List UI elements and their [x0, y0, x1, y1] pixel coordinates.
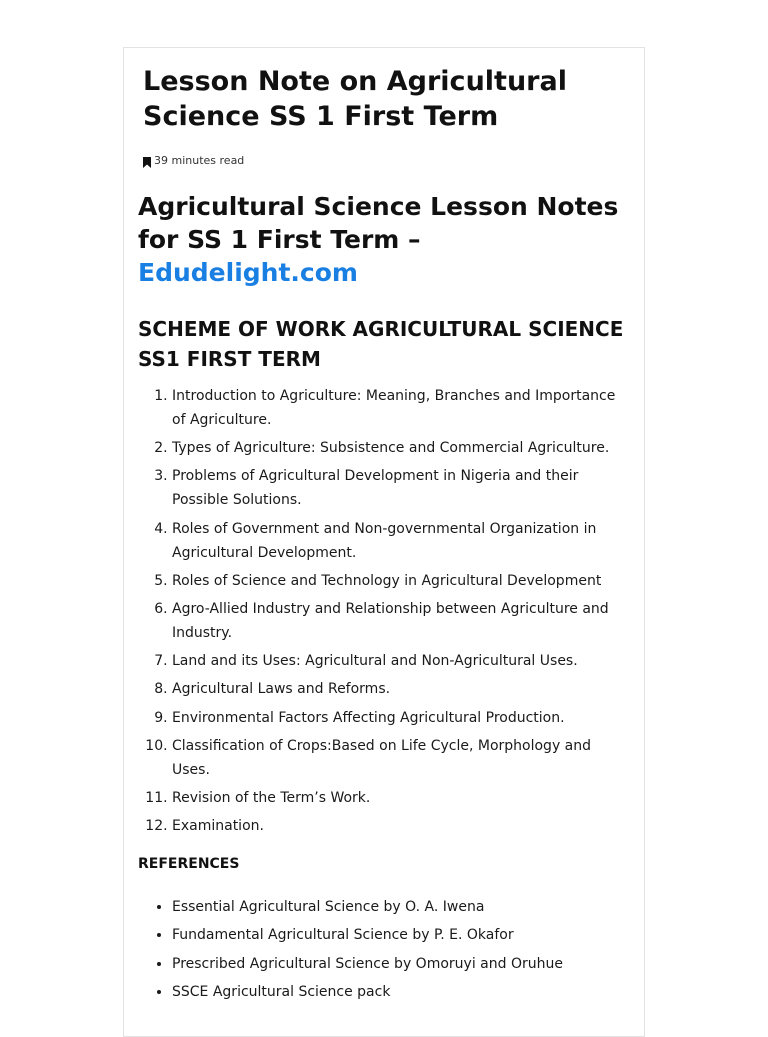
- scheme-item: 1. Introduction to Agriculture: Meaning, Branches and Importance of Agriculture.: [172, 384, 633, 432]
- read-time: 39 minutes read: [154, 154, 245, 167]
- scheme-item: 5. Roles of Science and Technology in Agricultural Development: [172, 569, 633, 593]
- reference-item: • Essential Agricultural Science by O. A. Iwena: [172, 895, 633, 919]
- article-heading-text: Agricultural Science Lesson Notes for SS 1 First Term –: [138, 192, 619, 254]
- scheme-item: 7. Land and its Uses: Agricultural and Non-Agricultural Uses.: [172, 649, 633, 673]
- article-heading: [138, 190, 633, 289]
- scheme-item: 8. Agricultural Laws and Reforms.: [172, 677, 633, 701]
- edudelight-link[interactable]: Edudelight.com: [138, 258, 358, 287]
- scheme-item: 12. Examination.: [172, 814, 633, 838]
- scheme-item: 9. Environmental Factors Affecting Agricultural Production.: [172, 706, 633, 730]
- scheme-list: [138, 384, 633, 838]
- reference-item: • Prescribed Agricultural Science by Omoruyi and Oruhue: [172, 952, 633, 976]
- reference-item: • Fundamental Agricultural Science by P. E. Okafor: [172, 923, 633, 947]
- post-title: Lesson Note on Agricultural Science SS 1 First Term: [143, 66, 567, 132]
- scheme-item: 11. Revision of the Term’s Work.: [172, 786, 633, 810]
- reference-item: • SSCE Agricultural Science pack: [172, 980, 633, 1004]
- references-heading: REFERENCES: [138, 856, 240, 873]
- scheme-item: 6. Agro-Allied Industry and Relationship between Agriculture and Industry.: [172, 597, 633, 645]
- scheme-item: 4. Roles of Government and Non-governmental Organization in Agricultural Development.: [172, 517, 633, 565]
- references-list: [138, 895, 633, 1004]
- scheme-item: 3. Problems of Agricultural Development in Nigeria and their Possible Solutions.: [172, 464, 633, 512]
- bookmark-icon: [143, 156, 151, 167]
- scheme-item: 2. Types of Agriculture: Subsistence and Commercial Agriculture.: [172, 436, 633, 460]
- scheme-item: 10. Classification of Crops:Based on Life Cycle, Morphology and Uses.: [172, 734, 633, 782]
- post-meta: [143, 152, 244, 170]
- article-content: [138, 190, 633, 1008]
- scheme-heading: SCHEME OF WORK AGRICULTURAL SCIENCE SS1 FIRST TERM: [138, 317, 624, 371]
